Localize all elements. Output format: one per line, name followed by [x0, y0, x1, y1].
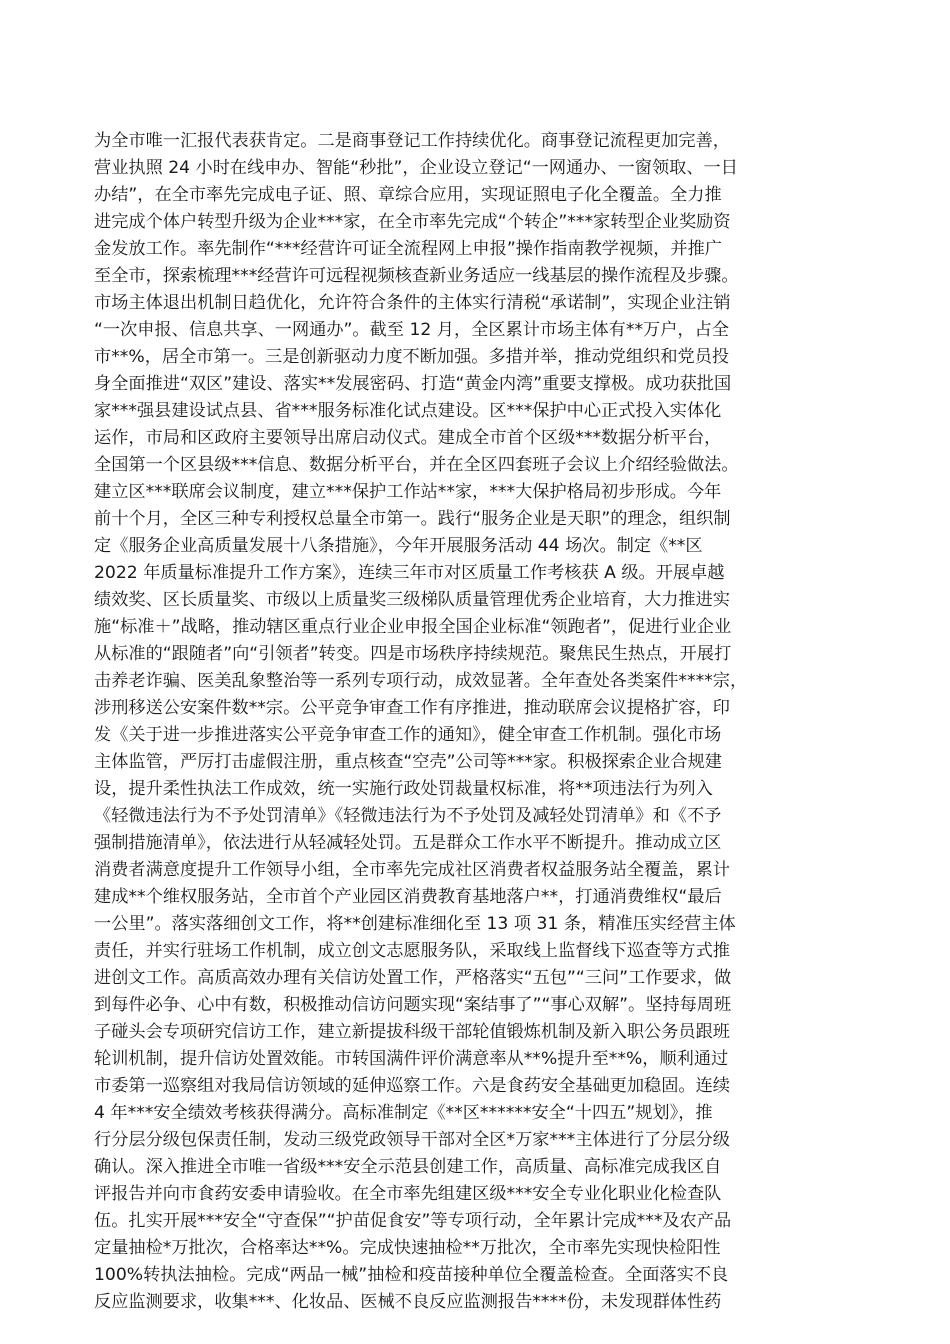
text-line: 建立区***联席会议制度，建立***保护工作站**家，***大保护格局初步形成。今年	[94, 482, 722, 502]
text-line: 市委第一巡察组对我局信访领域的延伸巡察工作。六是食药安全基础更加稳固。连续	[94, 1076, 730, 1096]
text-line: 进完成个体户转型升级为企业***家，在全市率先完成“个转企”***家转型企业奖励资	[94, 212, 731, 232]
text-line: 市场主体退出机制日趋优化，允许符合条件的主体实行清税“承诺制”，实现企业注销	[94, 293, 731, 313]
text-line: 一公里”。落实落细创文工作，将**创建标准细化至 13 项 31 条，精准压实经营主体	[94, 914, 736, 934]
text-line: 确认。深入推进全市唯一省级***安全示范县创建工作，高质量、高标准完成我区自	[94, 1157, 722, 1177]
text-line: “一次申报、信息共享、一网通办”。截至 12 月，全区累计市场主体有**万户，占全	[94, 320, 729, 340]
text-line: 营业执照 24 小时在线申办、智能“秒批”，企业设立登记“一网通办、一窗领取、一日	[94, 158, 738, 178]
text-line: 4 年***安全绩效考核获得满分。高标准制定《**区******安全“十四五”规划》，推	[94, 1103, 713, 1123]
text-line: 金发放工作。率先制作“***经营许可证全流程网上申报”操作指南教学视频，并推广	[94, 239, 722, 259]
text-line: 子碰头会专项研究信访工作，建立新提拔科级干部轮值锻炼机制及新入职公务员跟班	[94, 1022, 730, 1042]
text-line: 全国第一个区县级***信息、数据分析平台，并在全区四套班子会议上介绍经验做法。	[94, 455, 739, 475]
text-line: 行分层分级包保责任制，发动三级党政领导干部对全区*万家***主体进行了分层分级	[94, 1130, 730, 1150]
text-line: 涉刑移送公安案件数**宗。公平竞争审查工作有序推进，推动联席会议提格扩容，印	[94, 698, 730, 718]
text-line: 消费者满意度提升工作领导小组，全市率先完成社区消费者权益服务站全覆盖，累计	[94, 860, 730, 880]
text-line: 至全市，探索梳理***经营许可远程视频核查新业务适应一线基层的操作流程及步骤。	[94, 266, 739, 286]
text-line: 定《服务企业高质量发展十八条措施》，今年开展服务活动 44 场次。制定《**区	[94, 536, 703, 556]
text-line: 100%转执法抽检。完成“两品一械”抽检和疫苗接种单位全覆盖检查。全面落实不良	[94, 1265, 729, 1285]
text-line: 为全市唯一汇报代表获肯定。二是商事登记工作持续优化。商事登记流程更加完善，	[94, 131, 730, 151]
text-line: 评报告并向市食药安委申请验收。在全市率先组建区级***安全专业化职业化检查队	[94, 1184, 722, 1204]
text-line: 办结”，在全市率先完成电子证、照、章综合应用，实现证照电子化全覆盖。全力推	[94, 185, 722, 205]
text-line: 反应监测要求，收集***、化妆品、医械不良反应监测报告****份，未发现群体性药	[94, 1292, 722, 1312]
text-line: 定量抽检*万批次，合格率达**%。完成快速抽检**万批次，全市率先实现快检阳性	[94, 1238, 721, 1258]
document-page	[94, 128, 856, 1316]
text-line: 运作，市局和区政府主要领导出席启动仪式。建成全市首个区级***数据分析平台，	[94, 428, 722, 448]
text-line: 从标准的“跟随者”向“引领者”转变。四是市场秩序持续规范。聚焦民生热点，开展打	[94, 644, 732, 664]
text-line: 建成**个维权服务站，全市首个产业园区消费教育基地落户**，打通消费维权“最后	[94, 887, 722, 907]
text-line: 设，提升柔性执法工作成效，统一实施行政处罚裁量权标准，将**项违法行为列入	[94, 779, 713, 799]
text-line: 绩效奖、区长质量奖、市级以上质量奖三级梯队质量管理优秀企业培育，大力推进实	[94, 590, 730, 610]
text-line: 施“标准＋”战略，推动辖区重点行业企业申报全国企业标准“领跑者”，促进行业企业	[94, 617, 732, 637]
text-line: 身全面推进“双区”建设、落实**发展密码、打造“黄金内湾”重要支撑极。成功获批国	[94, 374, 732, 394]
text-line: 发《关于进一步推进落实公平竞争审查工作的通知》，健全审查工作机制。强化市场	[94, 725, 722, 745]
text-line: 前十个月，全区三种专利授权总量全市第一。践行“服务企业是天职”的理念，组织制	[94, 509, 731, 529]
text-line: 进创文工作。高质高效办理有关信访处置工作，严格落实“五包”“三问”工作要求，做	[94, 968, 732, 988]
text-line: 市**%，居全市第一。三是创新驱动力度不断加强。多措并举，推动党组织和党员投	[94, 347, 730, 367]
text-line: 主体监管，严厉打击虚假注册，重点核查“空壳”公司等***家。积极探索企业合规建	[94, 752, 722, 772]
text-line: 轮训机制，提升信访处置效能。市转国满件评价满意率从**%提升至**%，顺利通过	[94, 1049, 729, 1069]
text-line: 《轻微违法行为不予处罚清单》《轻微违法行为不予处罚及减轻处罚清单》和《不予	[94, 806, 722, 826]
text-line: 2022 年质量标准提升工作方案》，连续三年市对区质量工作考核获 A 级。开展卓越	[94, 563, 725, 583]
text-line: 强制措施清单》，依法进行从轻减轻处罚。五是群众工作水平不断提升。推动成立区	[94, 833, 722, 853]
text-line: 到每件必争、心中有数，积极推动信访问题实现“案结事了”“事心双解”。坚持每周班	[94, 995, 732, 1015]
text-line: 伍。扎实开展***安全“守查保”“护苗促食安”等专项行动，全年累计完成***及农产品	[94, 1211, 732, 1231]
text-line: 击养老诈骗、医美乱象整治等一系列专项行动，成效显著。全年查处各类案件****宗，	[94, 671, 748, 691]
text-line: 责任，并实行驻场工作机制，成立创文志愿服务队，采取线上监督线下巡查等方式推	[94, 941, 730, 961]
text-line: 家***强县建设试点县、省***服务标准化试点建设。区***保护中心正式投入实体化	[94, 401, 722, 421]
